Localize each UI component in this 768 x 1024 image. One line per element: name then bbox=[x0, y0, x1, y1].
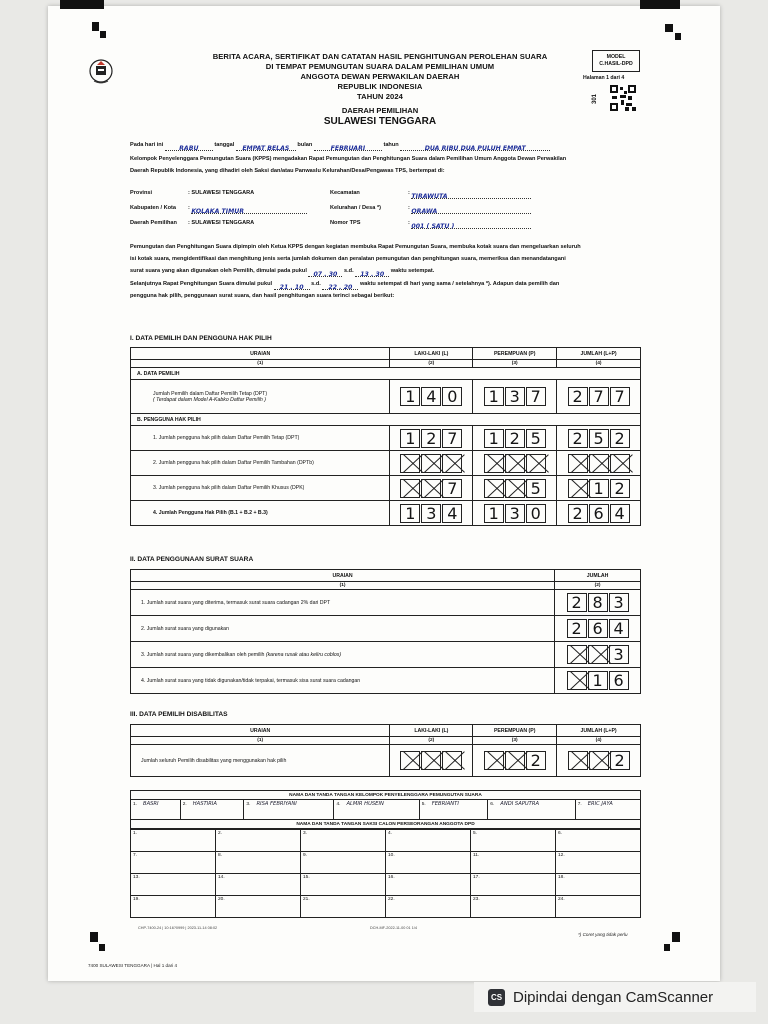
footer-code: CHP-7400-24 | 10:16?0999 | 2023-11-14 08:02 bbox=[138, 926, 218, 930]
signatory-name: RISA FEBRIYANI bbox=[256, 801, 297, 807]
day-label: Pada hari ini bbox=[130, 142, 164, 148]
saksi-signature-cell bbox=[216, 830, 301, 852]
signatory-name: ALMIR HUSEIN bbox=[346, 801, 384, 807]
digit-box: 5 bbox=[589, 429, 609, 448]
registration-mark bbox=[672, 932, 680, 942]
col-number: (3) bbox=[473, 360, 557, 368]
page-number: Halaman 1 dari 4 bbox=[583, 75, 625, 81]
digit-box bbox=[505, 479, 525, 498]
camscanner-logo-icon: CS bbox=[488, 989, 505, 1006]
kpps-signature-row bbox=[131, 800, 641, 820]
digit-box: 2 bbox=[610, 429, 630, 448]
digit-box: 7 bbox=[442, 429, 462, 448]
year-value: DUA RIBU DUA PULUH EMPAT bbox=[400, 143, 550, 151]
signature-number: 6. bbox=[490, 802, 495, 807]
digit-box: 3 bbox=[609, 645, 629, 664]
registration-mark bbox=[100, 31, 106, 38]
signature-number: 7. bbox=[577, 802, 582, 807]
title-line: DI TEMPAT PEMUNGUTAN SUARA DALAM PEMILIHAN UMUM bbox=[265, 62, 495, 71]
saksi-signature-cell bbox=[301, 874, 386, 896]
digit-box bbox=[400, 479, 420, 498]
digit-box: 7 bbox=[589, 387, 609, 406]
paragraph-text: Selanjutnya Rapat Penghitungan Suara dimulai pukul bbox=[130, 281, 273, 287]
digit-box bbox=[400, 751, 420, 770]
digit-box bbox=[421, 479, 441, 498]
kelurahan-value: ORAWA bbox=[411, 206, 531, 214]
saksi-signature-cell bbox=[471, 896, 556, 918]
signature-number: 1. bbox=[133, 802, 138, 807]
digit-box: 8 bbox=[588, 593, 608, 612]
digit-box bbox=[400, 454, 420, 473]
digit-box: 1 bbox=[588, 671, 608, 690]
digit-box: 1 bbox=[484, 387, 504, 406]
kpps-signature-cell bbox=[488, 800, 575, 820]
paragraph-line bbox=[130, 266, 434, 277]
digit-box bbox=[442, 751, 462, 770]
model-label: MODEL bbox=[606, 54, 626, 60]
dpt-sublabel: ( Terdapat dalam Model A-Kabko Daftar Pemilih ) bbox=[153, 396, 266, 403]
registration-mark bbox=[99, 944, 105, 951]
col-header-female: PEREMPUAN (P) bbox=[473, 725, 557, 737]
signature-number: 22. bbox=[388, 897, 395, 902]
row-text: 3. Jumlah surat suara yang dikembalikan oleh pemilih bbox=[141, 651, 266, 658]
saksi-signature-title: NAMA DAN TANDA TANGAN SAKSI CALON PERSEORANGAN ANGGOTA DPD bbox=[131, 820, 641, 829]
paragraph-text: surat suara yang akan digunakan oleh Pemilih, dimulai pada pukul bbox=[130, 268, 307, 274]
date-label: tanggal bbox=[214, 142, 235, 148]
disability-table bbox=[130, 724, 641, 777]
digit-box: 5 bbox=[526, 479, 546, 498]
col-header-uraian: URAIAN bbox=[131, 348, 390, 360]
digit-box bbox=[589, 454, 609, 473]
kpu-logo-icon bbox=[88, 56, 114, 86]
digit-box: 4 bbox=[421, 387, 441, 406]
provinsi-value: : SULAWESI TENGGARA bbox=[188, 190, 255, 196]
saksi-signature-cell bbox=[556, 874, 641, 896]
col-number: (2) bbox=[390, 360, 473, 368]
signature-number: 2. bbox=[218, 831, 223, 836]
digit-box bbox=[484, 479, 504, 498]
region-name: SULAWESI TENGGARA bbox=[323, 116, 437, 127]
dpt-female-cell bbox=[473, 380, 557, 414]
signature-number: 7. bbox=[133, 853, 138, 858]
signature-number: 5. bbox=[473, 831, 478, 836]
digit-box bbox=[567, 645, 587, 664]
signature-number: 12. bbox=[558, 853, 565, 858]
table-row bbox=[131, 451, 641, 476]
col-header-total: JUMLAH (L+P) bbox=[557, 725, 641, 737]
b4-label: 4. Jumlah Pengguna Hak Pilih (B.1 + B.2 + B.3) bbox=[131, 501, 390, 526]
signature-number: 17. bbox=[473, 875, 480, 880]
saksi-signature-cell bbox=[471, 874, 556, 896]
signatory-name: ANDI SAPUTRA bbox=[500, 801, 539, 807]
kelurahan-label: Kelurahan / Desa *) bbox=[330, 205, 381, 211]
signature-number: 9. bbox=[303, 853, 308, 858]
signatory-name: HASTIRIA bbox=[192, 801, 217, 807]
model-code: C.HASIL-DPD bbox=[599, 61, 633, 67]
digit-box: 2 bbox=[526, 751, 546, 770]
row-text-italic: (karena rusak atau keliru coblos) bbox=[265, 651, 342, 658]
col-number: (1) bbox=[131, 360, 390, 368]
dpt-label: Jumlah Pemilih dalam Daftar Pemilih Tetap (DPT) bbox=[153, 390, 268, 397]
signature-number: 11. bbox=[473, 853, 480, 858]
ballots-returned-label bbox=[131, 642, 555, 668]
saksi-signature-cell bbox=[131, 852, 216, 874]
signature-number: 18. bbox=[558, 875, 565, 880]
signatory-name: BASRI bbox=[143, 801, 159, 807]
saksi-signature-cell bbox=[216, 896, 301, 918]
digit-box: 3 bbox=[609, 593, 629, 612]
saksi-signature-cell bbox=[471, 830, 556, 852]
document-title bbox=[170, 52, 590, 102]
digit-box: 2 bbox=[567, 593, 587, 612]
table-row bbox=[131, 642, 641, 668]
registration-mark bbox=[92, 22, 99, 31]
signature-number: 2. bbox=[182, 802, 187, 807]
digit-box: 6 bbox=[609, 671, 629, 690]
digit-box bbox=[568, 454, 588, 473]
col-header-male: LAKI-LAKI (L) bbox=[390, 348, 473, 360]
saksi-signature-cell bbox=[131, 874, 216, 896]
saksi-signature-cell bbox=[301, 830, 386, 852]
camscanner-watermark bbox=[474, 982, 756, 1012]
digit-box bbox=[421, 454, 441, 473]
kpps-text-line: Kelompok Penyelenggara Pemungutan Suara (KPPS) mengadakan Rapat Pemungutan dan Penghitungan Suara dalam Pemilihan Umum Anggota Dewan Perwakilan bbox=[130, 156, 567, 162]
signature-number: 16. bbox=[388, 875, 395, 880]
signature-number: 13. bbox=[133, 875, 140, 880]
disability-label: Jumlah seluruh Pemilih disabilitas yang menggunakan hak pilih bbox=[131, 745, 390, 777]
kpps-signature-cell bbox=[419, 800, 488, 820]
footer-code: DCH-MF-2022-11-00 01 1/4 bbox=[370, 926, 417, 930]
digit-box: 2 bbox=[610, 479, 630, 498]
region-label: DAERAH PEMILIHAN bbox=[341, 106, 419, 115]
day-value: RABU bbox=[165, 143, 213, 151]
kabupaten-value: KOLAKA TIMUR bbox=[191, 206, 307, 214]
title-line: REPUBLIK INDONESIA bbox=[337, 82, 423, 91]
signatory-name: ERIC JAYA bbox=[587, 801, 613, 807]
signature-number: 15. bbox=[303, 875, 310, 880]
footnote: *) Coret yang tidak perlu bbox=[578, 932, 628, 937]
digit-box: 3 bbox=[421, 504, 441, 523]
category-a-label: A. DATA PEMILIH bbox=[131, 368, 641, 380]
saksi-signature-cell bbox=[386, 852, 471, 874]
digit-box: 6 bbox=[589, 504, 609, 523]
registration-mark bbox=[664, 944, 670, 951]
table-row bbox=[131, 745, 641, 777]
col-header-uraian: URAIAN bbox=[131, 725, 390, 737]
digit-box: 7 bbox=[526, 387, 546, 406]
col-number: (2) bbox=[555, 582, 641, 590]
dpt-male-cell bbox=[390, 380, 473, 414]
saksi-signature-table bbox=[130, 829, 641, 918]
digit-box: 0 bbox=[526, 504, 546, 523]
table-row bbox=[131, 616, 641, 642]
digit-box: 0 bbox=[442, 387, 462, 406]
kpps-signature-cell bbox=[575, 800, 640, 820]
digit-box bbox=[526, 454, 546, 473]
count-end-time: 22 . 20 bbox=[322, 282, 358, 290]
model-box bbox=[592, 50, 640, 72]
tps-label: Nomor TPS bbox=[330, 220, 361, 226]
saksi-signature-cell bbox=[556, 830, 641, 852]
until-label: s.d. bbox=[311, 281, 321, 287]
title-line: BERITA ACARA, SERTIFIKAT DAN CATATAN HASIL PENGHITUNGAN PEROLEHAN SUARA bbox=[212, 52, 548, 61]
title-line: ANGGOTA DEWAN PERWAKILAN DAERAH bbox=[300, 72, 460, 81]
digit-box bbox=[505, 751, 525, 770]
qr-code-icon bbox=[610, 85, 636, 111]
digit-box: 3 bbox=[505, 504, 525, 523]
digit-box bbox=[588, 645, 608, 664]
digit-box: 4 bbox=[609, 619, 629, 638]
digit-box: 1 bbox=[484, 504, 504, 523]
signature-number: 23. bbox=[473, 897, 480, 902]
count-start-time: 21 . 10 bbox=[274, 282, 310, 290]
dapil-label: Daerah Pemilihan bbox=[130, 220, 177, 226]
ballots-used-label: 2. Jumlah surat suara yang digunakan bbox=[131, 616, 555, 642]
digit-box: 1 bbox=[484, 429, 504, 448]
date-value: EMPAT BELAS bbox=[236, 143, 296, 151]
digit-box bbox=[568, 751, 588, 770]
digit-box bbox=[484, 751, 504, 770]
end-time: 13 . 30 bbox=[355, 269, 389, 277]
col-header-uraian: URAIAN bbox=[131, 570, 555, 582]
saksi-signature-cell bbox=[556, 852, 641, 874]
registration-mark bbox=[665, 24, 673, 32]
registration-mark bbox=[640, 0, 680, 9]
side-code: 301 bbox=[592, 93, 599, 105]
title-line: TAHUN 2024 bbox=[356, 92, 403, 101]
kecamatan-label: Kecamatan bbox=[330, 190, 360, 196]
col-number: (4) bbox=[557, 737, 641, 745]
digit-box: 6 bbox=[588, 619, 608, 638]
saksi-signature-cell bbox=[301, 852, 386, 874]
signature-number: 6. bbox=[558, 831, 563, 836]
b3-label: 3. Jumlah pengguna hak pilih dalam Daftar Pemilih Khusus (DPK) bbox=[131, 476, 390, 501]
digit-box: 7 bbox=[442, 479, 462, 498]
saksi-signature-row bbox=[131, 896, 641, 918]
month-value: FEBRUARI bbox=[314, 143, 382, 151]
signature-number: 14. bbox=[218, 875, 225, 880]
col-number: (2) bbox=[390, 737, 473, 745]
signature-number: 19. bbox=[133, 897, 140, 902]
digit-box bbox=[567, 671, 587, 690]
digit-box: 1 bbox=[400, 429, 420, 448]
col-header-total: JUMLAH bbox=[555, 570, 641, 582]
paragraph-text: waktu setempat di hari yang sama / setelahnya *). Adapun data pemilih dan bbox=[359, 281, 560, 287]
digit-box: 2 bbox=[421, 429, 441, 448]
kpps-signature-cell bbox=[244, 800, 334, 820]
b1-label: 1. Jumlah pengguna hak pilih dalam Daftar Pemilih Tetap (DPT) bbox=[131, 426, 390, 451]
digit-box: 4 bbox=[610, 504, 630, 523]
kabupaten-label: Kabupaten / Kota bbox=[130, 205, 176, 211]
signature-number: 1. bbox=[133, 831, 138, 836]
digit-box: 2 bbox=[568, 429, 588, 448]
digit-box: 5 bbox=[526, 429, 546, 448]
voter-data-table bbox=[130, 347, 641, 526]
kpps-signature-cell bbox=[131, 800, 181, 820]
digit-box bbox=[505, 454, 525, 473]
kpps-signature-table bbox=[130, 790, 641, 829]
kpps-signature-cell bbox=[334, 800, 419, 820]
ballots-received-label: 1. Jumlah surat suara yang diterima, termasuk surat suara cadangan 2% dari DPT bbox=[131, 590, 555, 616]
section-2-title: II. DATA PENGGUNAAN SURAT SUARA bbox=[130, 556, 254, 563]
section-3-title: III. DATA PEMILIH DISABILITAS bbox=[130, 711, 228, 718]
saksi-signature-cell bbox=[131, 830, 216, 852]
electoral-region bbox=[170, 106, 590, 127]
saksi-signature-cell bbox=[471, 852, 556, 874]
table-row bbox=[131, 590, 641, 616]
paragraph-line bbox=[130, 279, 559, 290]
digit-box bbox=[421, 751, 441, 770]
digit-box bbox=[484, 454, 504, 473]
dpt-total-cell bbox=[557, 380, 641, 414]
kpps-text-line: Daerah Republik Indonesia, yang dihadiri oleh Saksi dan/atau Panwaslu Kelurahan/Desa/Pengawas TPS, bertempat di: bbox=[130, 168, 445, 174]
table-row bbox=[131, 668, 641, 694]
registration-mark bbox=[60, 0, 104, 9]
registration-mark bbox=[90, 932, 98, 942]
saksi-signature-cell bbox=[556, 896, 641, 918]
col-header-female: PEREMPUAN (P) bbox=[473, 348, 557, 360]
month-label: bulan bbox=[297, 142, 313, 148]
paragraph-line: pengguna hak pilih, penggunaan surat suara, dan hasil penghitungan suara terinci sebagai berikut: bbox=[130, 293, 395, 299]
table-row bbox=[131, 380, 641, 414]
saksi-signature-cell bbox=[386, 896, 471, 918]
footer-page-label: 7400 SULAWESI TENGGARA | Hal 1 dari 4 bbox=[88, 963, 178, 968]
kpps-signature-cell bbox=[180, 800, 244, 820]
table-row bbox=[131, 426, 641, 451]
b2-label: 2. Jumlah pengguna hak pilih dalam Daftar Pemilih Tambahan (DPTb) bbox=[131, 451, 390, 476]
table-row bbox=[131, 476, 641, 501]
paragraph-text: waktu setempat. bbox=[390, 268, 435, 274]
digit-box: 1 bbox=[400, 504, 420, 523]
digit-box: 2 bbox=[567, 619, 587, 638]
saksi-signature-cell bbox=[386, 874, 471, 896]
digit-box: 2 bbox=[568, 504, 588, 523]
col-number: (3) bbox=[473, 737, 557, 745]
saksi-signature-row bbox=[131, 874, 641, 896]
digit-box: 3 bbox=[505, 387, 525, 406]
signature-number: 3. bbox=[303, 831, 308, 836]
saksi-signature-row bbox=[131, 830, 641, 852]
registration-mark bbox=[675, 33, 681, 40]
col-header-male: LAKI-LAKI (L) bbox=[390, 725, 473, 737]
digit-box: 2 bbox=[568, 387, 588, 406]
ballot-usage-table bbox=[130, 569, 641, 694]
saksi-signature-cell bbox=[216, 852, 301, 874]
year-label: tahun bbox=[383, 142, 399, 148]
saksi-signature-cell bbox=[301, 896, 386, 918]
col-number: (4) bbox=[557, 360, 641, 368]
saksi-signature-cell bbox=[386, 830, 471, 852]
table-row bbox=[131, 501, 641, 526]
signature-number: 24. bbox=[558, 897, 565, 902]
signature-number: 4. bbox=[388, 831, 393, 836]
digit-box bbox=[610, 454, 630, 473]
digit-box bbox=[589, 751, 609, 770]
paragraph-line: isi kotak suara, mengidentifikasi dan menghitung jenis serta jumlah dokumen dan peralatan pemungutan dan penghitungan suara, memeriksa dan menandatangani bbox=[130, 256, 566, 262]
saksi-signature-cell bbox=[131, 896, 216, 918]
signature-number: 10. bbox=[388, 853, 395, 858]
digit-box: 1 bbox=[400, 387, 420, 406]
digit-box: 1 bbox=[589, 479, 609, 498]
signature-number: 20. bbox=[218, 897, 225, 902]
saksi-signature-row bbox=[131, 852, 641, 874]
col-number: (1) bbox=[131, 737, 390, 745]
saksi-signature-cell bbox=[216, 874, 301, 896]
signatory-name: FEBRIANTI bbox=[431, 801, 459, 807]
tps-value: 001 ( SATU ) bbox=[411, 221, 531, 229]
signature-number: 4. bbox=[336, 802, 341, 807]
start-time: 07 . 30 bbox=[308, 269, 342, 277]
signature-number: 5. bbox=[421, 802, 426, 807]
section-1-title: I. DATA PEMILIH DAN PENGGUNA HAK PILIH bbox=[130, 335, 272, 342]
camscanner-text: Dipindai dengan CamScanner bbox=[513, 988, 714, 1006]
col-header-total: JUMLAH (L+P) bbox=[557, 348, 641, 360]
col-number: (1) bbox=[131, 582, 555, 590]
until-label: s.d. bbox=[344, 268, 354, 274]
signature-number: 3. bbox=[246, 802, 251, 807]
digit-box bbox=[442, 454, 462, 473]
digit-box: 4 bbox=[442, 504, 462, 523]
paragraph-line: Pemungutan dan Penghitungan Suara dipimpin oleh Ketua KPPS dengan kegiatan membuka Rapat Pemungutan Suara, membuka kotak suara dan mengeluarkan seluruh bbox=[130, 244, 581, 250]
digit-box: 2 bbox=[505, 429, 525, 448]
provinsi-label: Provinsi bbox=[130, 190, 153, 196]
ballots-unused-label: 4. Jumlah surat suara yang tidak digunakan/tidak terpakai, termasuk sisa surat suara cadangan bbox=[131, 668, 555, 694]
intro-date-line bbox=[130, 140, 550, 151]
category-b-label: B. PENGGUNA HAK PILIH bbox=[131, 414, 641, 426]
digit-box: 7 bbox=[610, 387, 630, 406]
dapil-value: : SULAWESI TENGGARA bbox=[188, 220, 255, 226]
digit-box: 2 bbox=[610, 751, 630, 770]
kecamatan-value: TIRAWUTA bbox=[411, 191, 531, 199]
digit-box bbox=[568, 479, 588, 498]
kpps-signature-title: NAMA DAN TANDA TANGAN KELOMPOK PENYELENGGARA PEMUNGUTAN SUARA bbox=[131, 791, 641, 800]
signature-number: 8. bbox=[218, 853, 223, 858]
signature-number: 21. bbox=[303, 897, 310, 902]
